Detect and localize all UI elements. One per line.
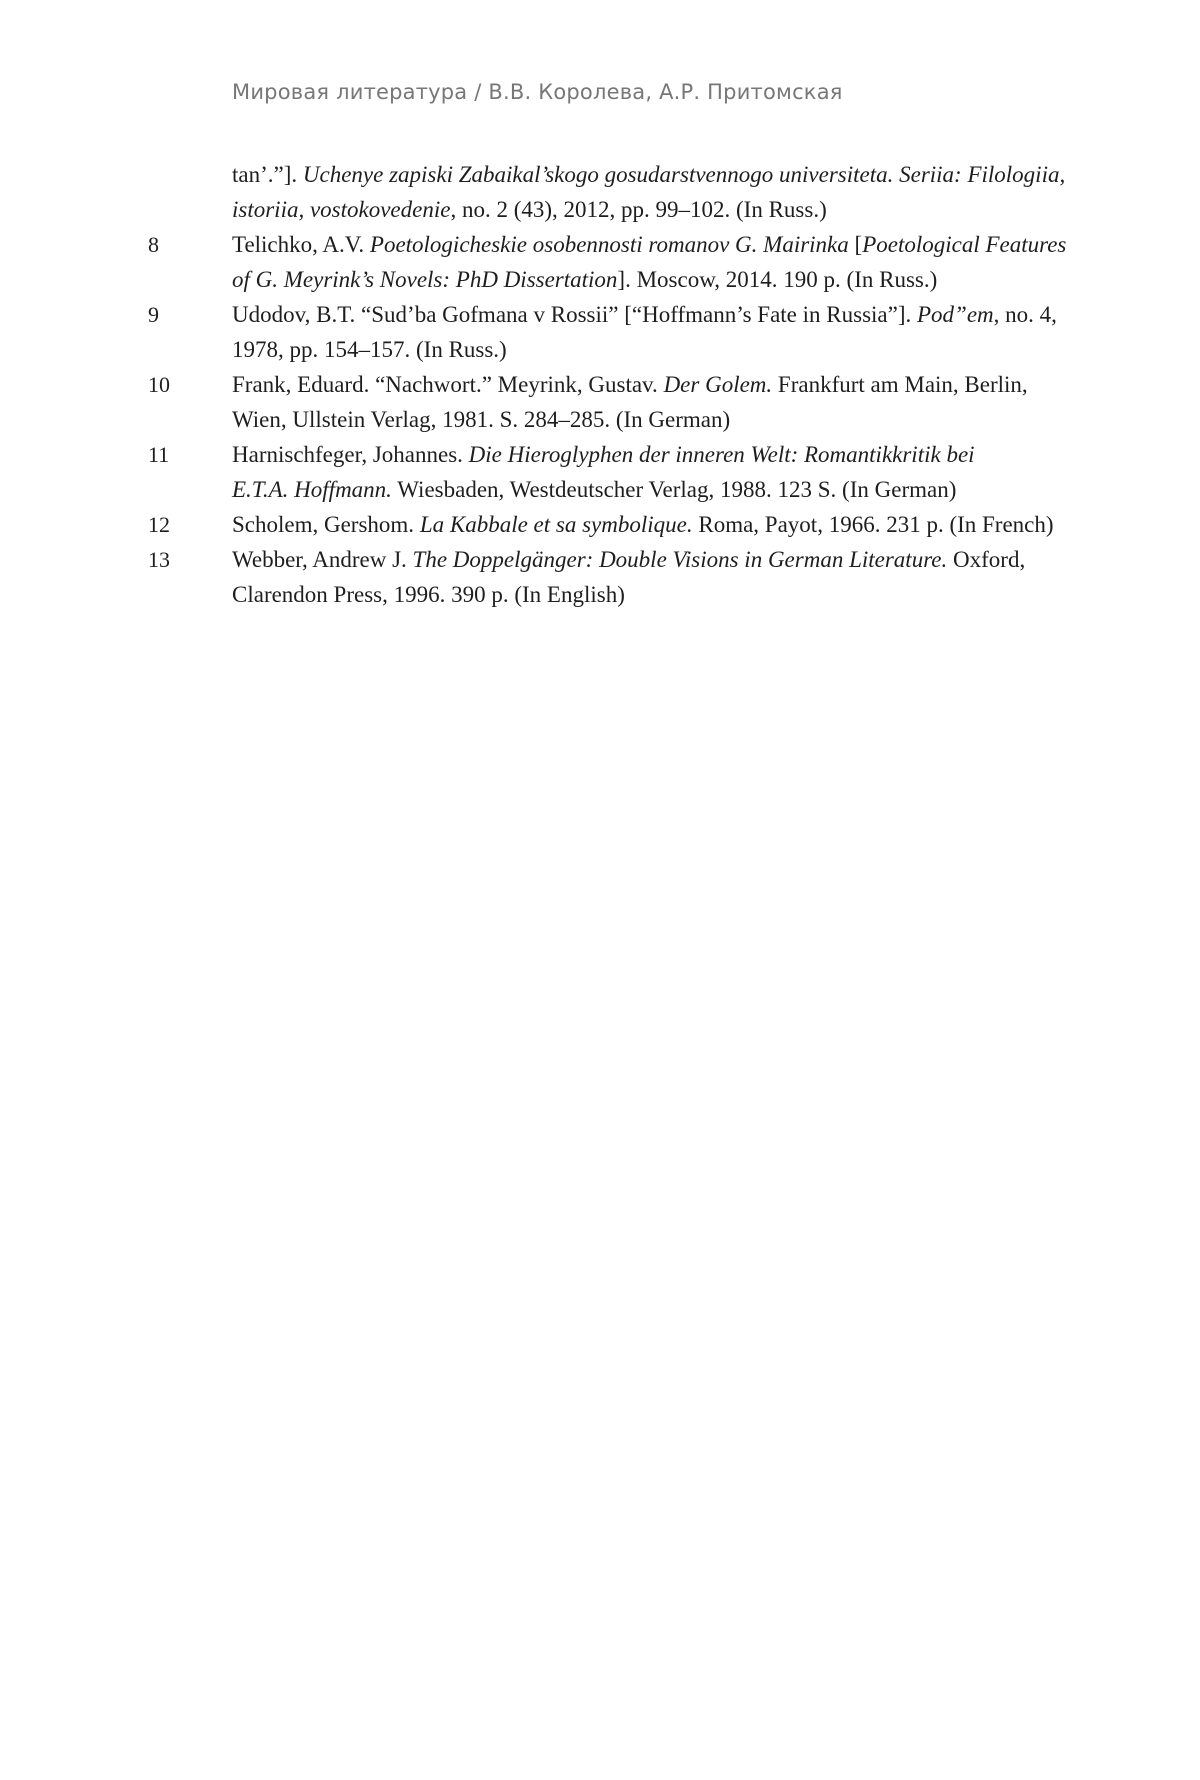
reference-text: Harnischfeger, Johannes. — [232, 442, 469, 467]
reference-number: 10 — [148, 372, 170, 397]
reference-italic-text: of G. Meyrink’s Novels: PhD Dissertation — [232, 267, 618, 292]
reference-line — [232, 227, 1092, 262]
reference-entry — [0, 157, 1092, 227]
reference-line — [232, 192, 1092, 227]
reference-line — [232, 472, 1092, 507]
reference-list — [0, 157, 1200, 612]
reference-entry — [0, 297, 1092, 367]
reference-entry — [0, 542, 1092, 612]
reference-entry — [0, 367, 1092, 437]
reference-number: 12 — [148, 512, 170, 537]
reference-text: Frankfurt am Main, Berlin, — [772, 372, 1028, 397]
reference-italic-text: Poetologicheskie osobennosti romanov G. Mairinka — [369, 232, 849, 257]
reference-entry — [0, 507, 1092, 542]
reference-text: Webber, Andrew J. — [232, 547, 413, 572]
reference-line — [232, 157, 1092, 192]
reference-italic-text: Die Hieroglyphen der inneren Welt: Romantikkritik bei — [468, 442, 975, 467]
reference-number: 13 — [148, 547, 170, 572]
reference-text: tan’.”]. — [232, 162, 303, 187]
reference-number: 11 — [148, 442, 170, 467]
reference-text: Udodov, B.T. “Sud’ba Gofmana v Rossii” [“Hoffmann’s Fate in Russia”]. — [232, 302, 917, 327]
reference-line — [232, 297, 1092, 332]
reference-italic-text: La Kabbale et sa symbolique. — [419, 512, 693, 537]
reference-text: Clarendon Press, 1996. 390 p. (In English) — [232, 582, 625, 607]
reference-entry — [0, 437, 1092, 507]
reference-line — [232, 367, 1092, 402]
reference-italic-text: E.T.A. Hoffmann. — [232, 477, 392, 502]
reference-text: Oxford, — [947, 547, 1026, 572]
reference-text: , no. 4, — [993, 302, 1057, 327]
reference-text: ]. Moscow, 2014. 190 p. (In Russ.) — [617, 267, 938, 292]
reference-italic-text: Pod”em — [917, 302, 994, 327]
reference-text: [ — [848, 232, 863, 257]
reference-text: Roma, Payot, 1966. 231 p. (In French) — [692, 512, 1054, 537]
reference-text: Frank, Eduard. “Nachwort.” Meyrink, Gustav. — [232, 372, 664, 397]
reference-number: 9 — [148, 302, 159, 327]
reference-text: 1978, pp. 154–157. (In Russ.) — [232, 337, 507, 362]
reference-italic-text: Poetological Features — [862, 232, 1067, 257]
reference-line — [232, 507, 1092, 542]
reference-number: 8 — [148, 232, 159, 257]
reference-italic-text: Der Golem. — [663, 372, 773, 397]
reference-line — [232, 262, 1092, 297]
reference-italic-text: Uchenye zapiski Zabaikal’skogo gosudarstvennogo universiteta. Seriia: Filologiia, — [302, 162, 1066, 187]
reference-line — [232, 577, 1092, 612]
running-header: Мировая литература / В.В. Королева, А.Р. Притомская — [232, 80, 843, 104]
reference-italic-text: The Doppelgänger: Double Visions in German Literature. — [412, 547, 948, 572]
reference-text: Wiesbaden, Westdeutscher Verlag, 1988. 123 S. (In German) — [391, 477, 957, 502]
reference-line — [232, 332, 1092, 367]
reference-italic-text: istoriia, vostokovedenie — [232, 197, 451, 222]
reference-text: Scholem, Gershom. — [232, 512, 420, 537]
reference-text: Telichko, A.V. — [232, 232, 370, 257]
reference-line — [232, 437, 1092, 472]
reference-text: , no. 2 (43), 2012, pp. 99–102. (In Russ.) — [450, 197, 827, 222]
reference-entry — [0, 227, 1092, 297]
reference-text: Wien, Ullstein Verlag, 1981. S. 284–285. (In German) — [232, 407, 731, 432]
reference-line — [232, 402, 1092, 437]
reference-line — [232, 542, 1092, 577]
